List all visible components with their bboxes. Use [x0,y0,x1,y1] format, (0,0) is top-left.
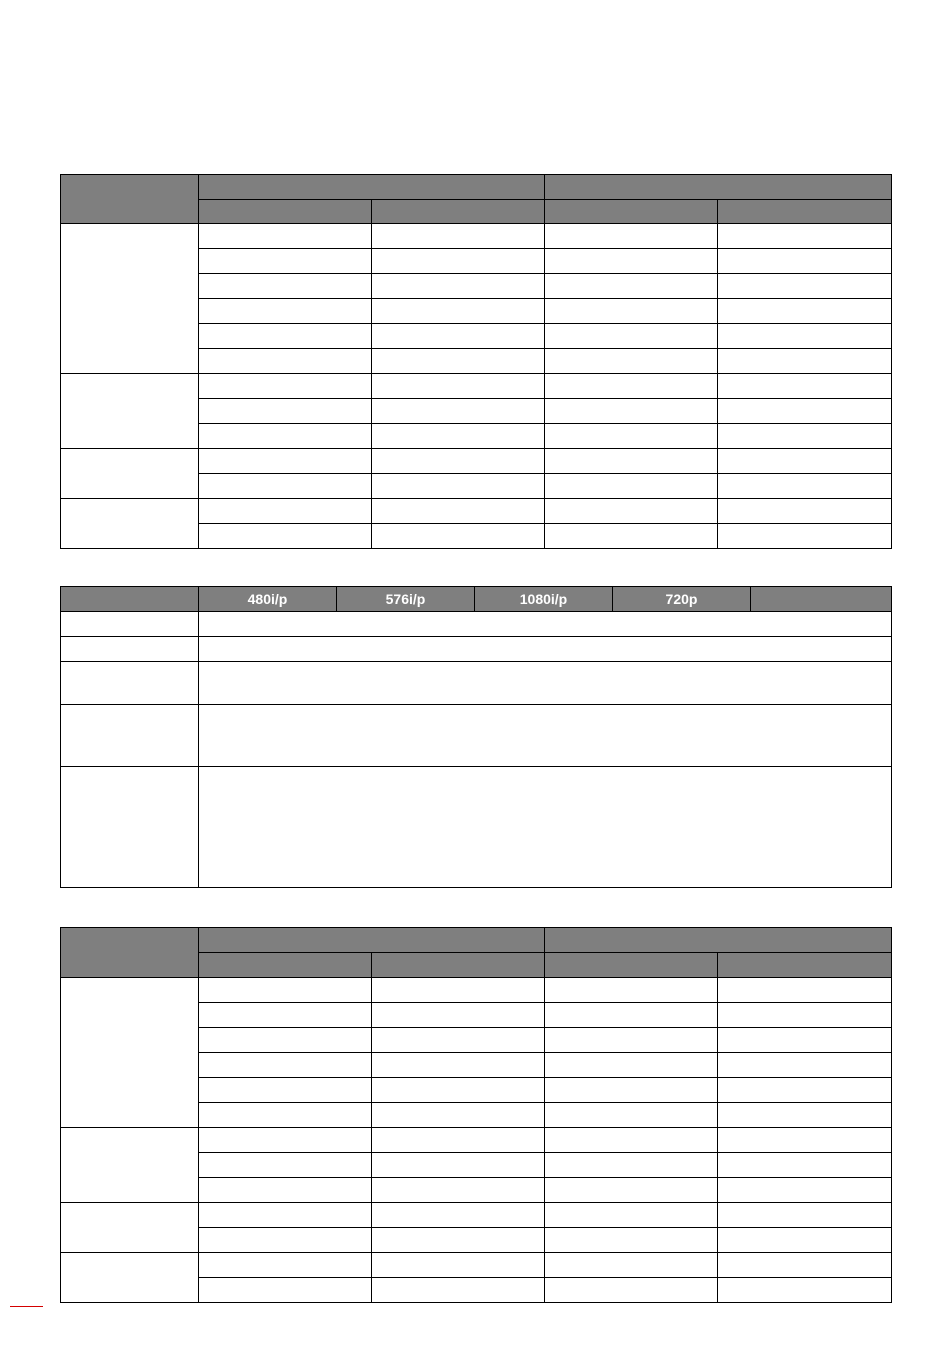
table-header-group [199,175,545,200]
table-subheader [718,200,892,224]
table-subheader [199,953,372,978]
row-label [61,705,199,767]
table-row [61,1128,892,1153]
column-header-720: 720p [613,587,751,612]
table-header-group [199,928,545,953]
table-row [61,1203,892,1228]
table-row [61,637,892,662]
table-header-corner [61,928,199,978]
row-group-label [61,499,199,549]
compatibility-table-bottom [60,927,892,1303]
row-label [61,662,199,705]
column-header-480: 480i/p [199,587,337,612]
table-row [61,662,892,705]
table-subheader [718,953,892,978]
table-header-group [545,928,892,953]
column-header-576: 576i/p [337,587,475,612]
row-group-label [61,1128,199,1203]
row-label [61,767,199,888]
column-header-1080: 1080i/p [475,587,613,612]
table-subheader [545,953,718,978]
column-header-empty [751,587,892,612]
table-header-group [545,175,892,200]
row-label [61,612,199,637]
table-subheader [199,200,372,224]
table-row [61,224,892,249]
table-row [61,612,892,637]
table-row [61,767,892,888]
table-subheader [372,200,545,224]
table-row [61,499,892,524]
row-group-label [61,978,199,1128]
row-group-label [61,449,199,499]
table-row [61,705,892,767]
row-group-label [61,1203,199,1253]
table-row [61,978,892,1003]
row-group-label [61,1253,199,1303]
table-subheader [372,953,545,978]
row-label [61,637,199,662]
row-group-label [61,374,199,449]
compatibility-table-top [60,174,892,549]
video-compatibility-table [60,586,892,888]
table-header-corner [61,175,199,224]
table-row [61,374,892,399]
table-row [61,449,892,474]
table-row [61,1253,892,1278]
table-subheader [545,200,718,224]
row-group-label [61,224,199,374]
page-number-marker [10,1306,43,1307]
table-header-corner [61,587,199,612]
